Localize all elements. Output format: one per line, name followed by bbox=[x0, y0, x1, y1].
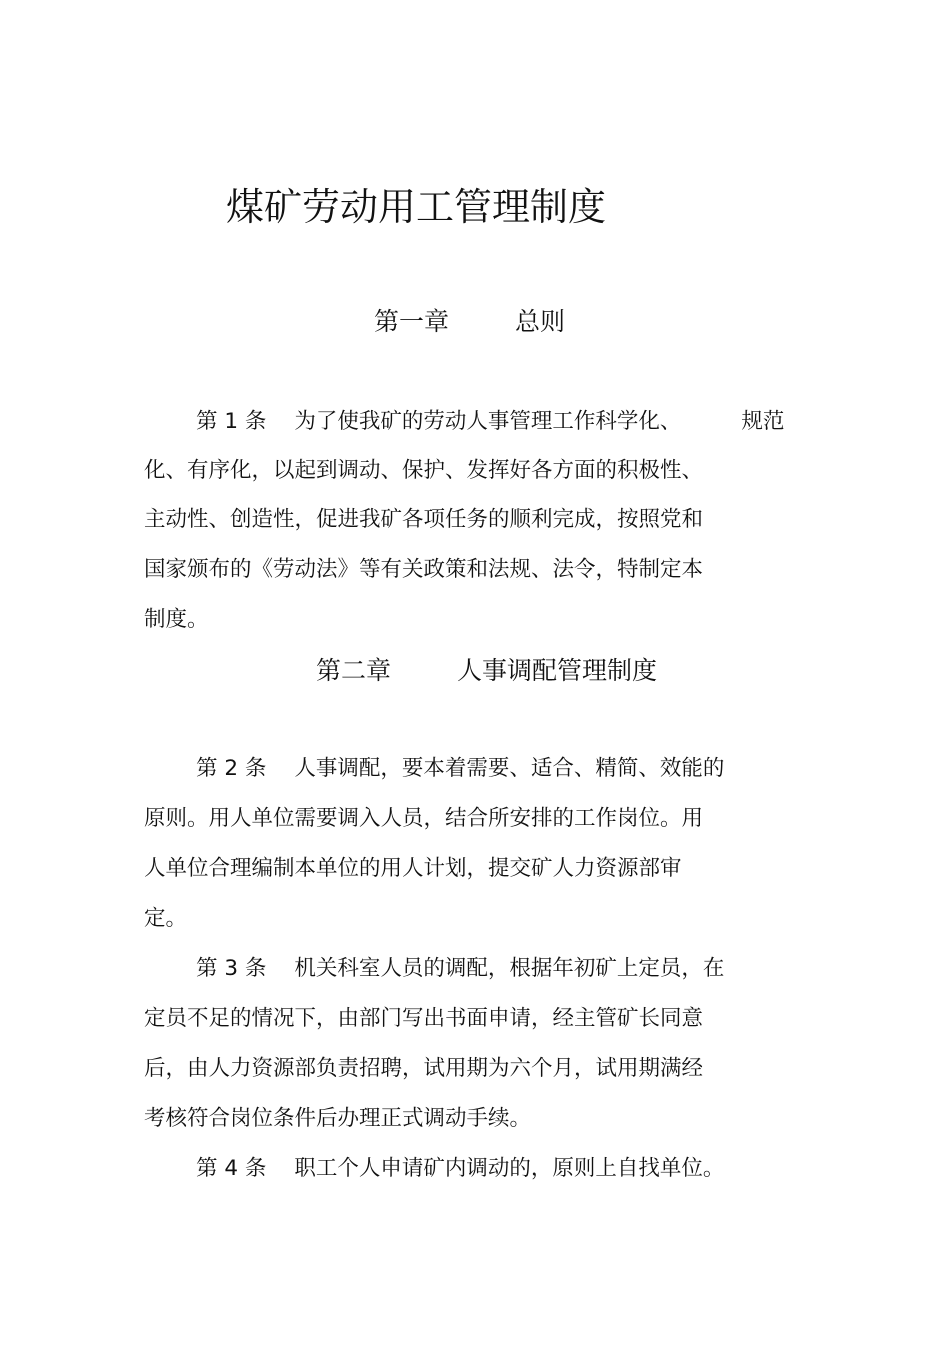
chapter-heading-2 bbox=[316, 654, 657, 688]
article-3-line-1 bbox=[196, 954, 724, 984]
article-label: 第 3 条 bbox=[196, 956, 267, 981]
chapter-name: 总则 bbox=[515, 307, 566, 336]
article-2-line-4: 定。 bbox=[144, 906, 188, 931]
article-label: 第 1 条 bbox=[196, 409, 267, 434]
article-3-line-2: 定员不足的情况下，由部门写出书面申请，经主管矿长同意 bbox=[144, 1006, 704, 1031]
article-2-line-1 bbox=[196, 754, 724, 784]
article-label: 第 2 条 bbox=[196, 756, 267, 781]
chapter-number: 第一章 bbox=[374, 307, 450, 336]
article-3-line-4: 考核符合岗位条件后办理正式调动手续。 bbox=[144, 1106, 532, 1131]
chapter-name: 人事调配管理制度 bbox=[457, 656, 658, 685]
article-text: 机关科室人员的调配，根据年初矿上定员，在 bbox=[294, 956, 725, 981]
article-text: 规范 bbox=[741, 409, 785, 434]
chapter-heading-1 bbox=[374, 305, 565, 339]
article-text: 为了使我矿的劳动人事管理工作科学化、 bbox=[294, 409, 682, 434]
article-1-line-1 bbox=[196, 407, 784, 437]
document-title: 煤矿劳动用工管理制度 bbox=[226, 185, 607, 229]
article-text: 人事调配，要本着需要、适合、精简、效能的 bbox=[294, 756, 725, 781]
article-4-line-1 bbox=[196, 1154, 724, 1184]
article-1-line-5: 制度。 bbox=[144, 607, 209, 632]
article-2-line-3: 人单位合理编制本单位的用人计划，提交矿人力资源部审 bbox=[144, 856, 682, 881]
article-3-line-3: 后，由人力资源部负责招聘，试用期为六个月，试用期满经 bbox=[144, 1056, 704, 1081]
article-label: 第 4 条 bbox=[196, 1156, 267, 1181]
article-1-line-3: 主动性、创造性，促进我矿各项任务的顺利完成，按照党和 bbox=[144, 507, 704, 532]
article-2-line-2: 原则。用人单位需要调入人员，结合所安排的工作岗位。用 bbox=[144, 806, 704, 831]
article-1-line-4: 国家颁布的《劳动法》等有关政策和法规、法令，特制定本 bbox=[144, 557, 704, 582]
article-1-line-2: 化、有序化，以起到调动、保护、发挥好各方面的积极性、 bbox=[144, 458, 704, 483]
article-text: 职工个人申请矿内调动的，原则上自找单位。 bbox=[294, 1156, 725, 1181]
chapter-number: 第二章 bbox=[316, 656, 392, 685]
